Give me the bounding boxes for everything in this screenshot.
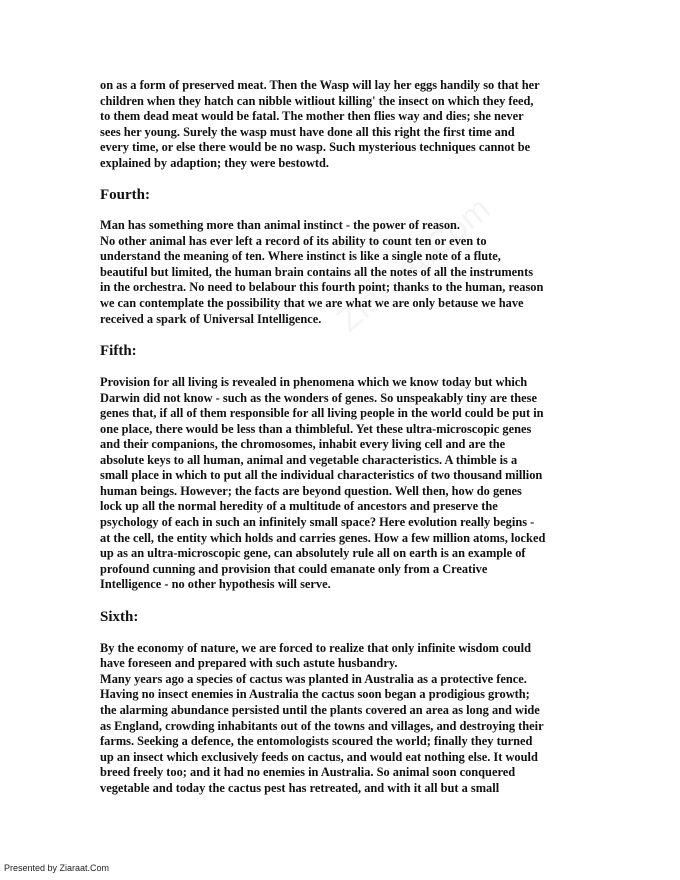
text-line: Intelligence - no other hypothesis will serve. <box>100 577 331 592</box>
text-line: beautiful but limited, the human brain contains all the notes of all the instruments <box>100 264 534 279</box>
text-line: up an insect which exclusively feeds on cactus, and would eat nothing else. It would <box>100 749 538 764</box>
text-line: have foreseen and prepared with such astute husbandry. <box>100 656 398 671</box>
text-line: Having no insect enemies in Australia the cactus soon began a prodigious growth; <box>100 687 530 702</box>
text-line: the alarming abundance persisted until the plants covered an area as long and wide <box>100 702 540 717</box>
document-page <box>100 78 580 796</box>
text-line: received a spark of Universal Intelligence. <box>100 311 322 326</box>
text-line: farms. Seeking a defence, the entomologists scoured the world; finally they turned <box>100 734 533 749</box>
text-line: Many years ago a species of cactus was planted in Australia as a protective fence. <box>100 671 527 686</box>
section-heading-fourth: Fourth: <box>100 187 150 204</box>
text-line: up as an ultra-microscopic gene, can absolutely rule all on earth is an example of <box>100 546 526 561</box>
text-line: on as a form of preserved meat. Then the Wasp will lay her eggs handily so that her <box>100 78 540 92</box>
text-line: in the orchestra. No need to belabour this fourth point; thanks to the human, reason <box>100 280 544 295</box>
text-line: explained by adaption; they were bestowtd. <box>100 155 330 170</box>
text-line: absolute keys to all human, animal and vegetable characteristics. A thimble is a <box>100 452 518 467</box>
text-line: to them dead meat would be fatal. The mother then flies way and dies; she never <box>100 109 524 124</box>
text-line: we can contemplate the possibility that we are what we are only betause we have <box>100 296 524 311</box>
text-line: small place in which to put all the individual characteristics of two thousand million <box>100 468 543 483</box>
text-line: one place, there would be less than a thimbleful. Yet these ultra-microscopic genes <box>100 421 532 436</box>
text-line: lock up all the normal heredity of a multitude of ancestors and preserve the <box>100 499 498 514</box>
text-line: human beings. However; the facts are beyond question. Well then, how do genes <box>100 483 522 498</box>
text-line: every time, or else there would be no wasp. Such mysterious techniques cannot be <box>100 140 531 155</box>
sixth-paragraph <box>100 641 580 796</box>
footer-credit: Presented by Ziaraat.Com <box>4 863 110 873</box>
text-line: at the cell, the entity which holds and carries genes. How a few million atoms, locked <box>100 530 546 545</box>
text-line: Provision for all living is revealed in phenomena which we know today but which <box>100 375 528 390</box>
text-line: psychology of each in such an infinitely small space? Here evolution really begins - <box>100 515 535 530</box>
section-heading-sixth: Sixth: <box>100 608 139 625</box>
fifth-paragraph <box>100 375 580 593</box>
text-line: vegetable and today the cactus pest has retreated, and with it all but a small <box>100 780 500 795</box>
intro-paragraph <box>100 78 580 171</box>
text-line: profound cunning and provision that could emanate only from a Creative <box>100 561 488 576</box>
text-line: No other animal has ever left a record of its ability to count ten or even to <box>100 233 487 248</box>
fourth-paragraph <box>100 218 580 327</box>
text-line: as England, crowding inhabitants out of the towns and villages, and destroying their <box>100 718 544 733</box>
text-line: Man has something more than animal instinct - the power of reason. <box>100 218 461 233</box>
section-heading-fifth: Fifth: <box>100 343 137 360</box>
text-line: children when they hatch can nibble witliout killing' the insect on which they feed, <box>100 93 534 108</box>
text-line: Darwin did not know - such as the wonders of genes. So unspeakably tiny are these <box>100 390 537 405</box>
text-line: genes that, if all of them responsible for all living people in the world could be put in <box>100 406 544 421</box>
text-line: and their companions, the chromosomes, inhabit every living cell and are the <box>100 437 506 452</box>
text-line: breed freely too; and it had no enemies in Australia. So animal soon conquered <box>100 765 516 780</box>
text-line: sees her young. Surely the wasp must have done all this right the first time and <box>100 124 515 139</box>
text-line: understand the meaning of ten. Where instinct is like a single note of a flute, <box>100 249 501 264</box>
text-line: By the economy of nature, we are forced to realize that only infinite wisdom could <box>100 640 531 655</box>
